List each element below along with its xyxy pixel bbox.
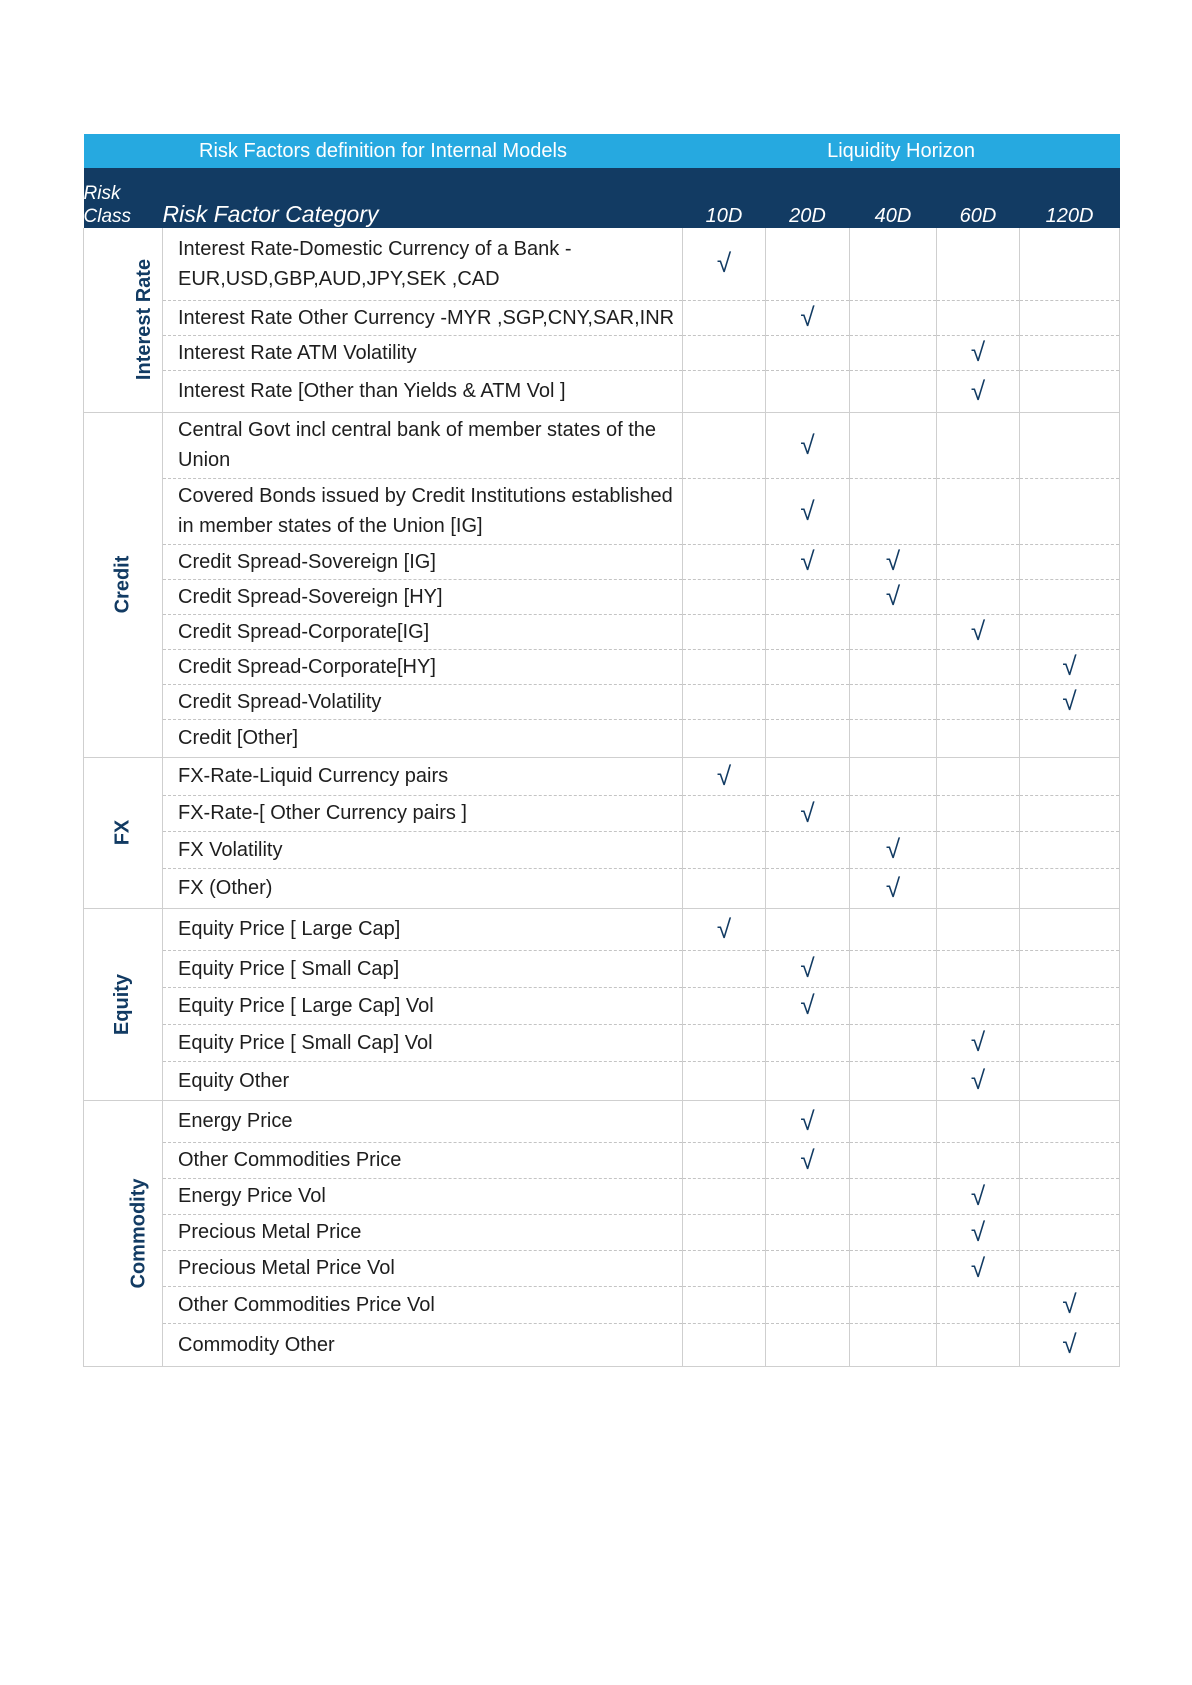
horizon-cell-10d xyxy=(683,1100,766,1142)
horizon-cell-10d xyxy=(683,1286,766,1323)
horizon-cell-60d xyxy=(937,1100,1020,1142)
horizon-cell-120d xyxy=(1020,614,1120,649)
horizon-cell-120d xyxy=(1020,908,1120,950)
risk-factor-label: Credit Spread-Corporate[IG] xyxy=(163,614,683,649)
horizon-cell-60d xyxy=(937,412,1020,478)
horizon-cell-60d xyxy=(937,1286,1020,1323)
horizon-cell-20d xyxy=(766,370,850,412)
table-row xyxy=(84,1286,1120,1323)
check-mark-icon: √ xyxy=(1062,651,1077,681)
horizon-cell-20d xyxy=(766,831,850,868)
risk-factor-label: Equity Price [ Large Cap] Vol xyxy=(163,987,683,1024)
horizon-cell-60d xyxy=(937,1214,1020,1250)
horizon-cell-40d xyxy=(850,1061,937,1100)
horizon-cell-20d xyxy=(766,579,850,614)
risk-class-cell xyxy=(84,1100,163,1366)
horizon-cell-60d xyxy=(937,335,1020,370)
risk-factor-label: Credit [Other] xyxy=(163,719,683,757)
horizon-cell-60d xyxy=(937,987,1020,1024)
table-row xyxy=(84,1061,1120,1100)
horizon-cell-10d xyxy=(683,300,766,335)
horizon-cell-40d xyxy=(850,950,937,987)
risk-factor-label: FX-Rate-[ Other Currency pairs ] xyxy=(163,795,683,831)
table-row xyxy=(84,719,1120,757)
horizon-cell-40d xyxy=(850,335,937,370)
horizon-cell-20d xyxy=(766,719,850,757)
horizon-cell-40d xyxy=(850,1250,937,1286)
horizon-cell-40d xyxy=(850,1142,937,1178)
horizon-cell-20d xyxy=(766,649,850,684)
horizon-cell-10d xyxy=(683,795,766,831)
horizon-cell-40d xyxy=(850,868,937,908)
check-mark-icon: √ xyxy=(1062,1289,1077,1319)
horizon-cell-120d xyxy=(1020,478,1120,544)
horizon-cell-120d xyxy=(1020,1214,1120,1250)
horizon-cell-60d xyxy=(937,719,1020,757)
horizon-cell-10d xyxy=(683,649,766,684)
horizon-cell-10d xyxy=(683,757,766,795)
horizon-cell-10d xyxy=(683,950,766,987)
table-row xyxy=(84,1100,1120,1142)
risk-factor-label: Equity Price [ Large Cap] xyxy=(163,908,683,950)
horizon-cell-120d xyxy=(1020,1286,1120,1323)
horizon-cell-60d xyxy=(937,649,1020,684)
table-row xyxy=(84,1142,1120,1178)
horizon-cell-60d xyxy=(937,300,1020,335)
risk-factor-label: FX Volatility xyxy=(163,831,683,868)
horizon-cell-20d xyxy=(766,684,850,719)
horizon-cell-60d xyxy=(937,1024,1020,1061)
table-row xyxy=(84,1178,1120,1214)
horizon-cell-60d xyxy=(937,1250,1020,1286)
risk-factor-label: Energy Price Vol xyxy=(163,1178,683,1214)
risk-factor-label: Commodity Other xyxy=(163,1323,683,1366)
risk-factor-label: Equity Other xyxy=(163,1061,683,1100)
risk-class-label: FX xyxy=(111,819,134,846)
check-mark-icon: √ xyxy=(970,1180,986,1211)
horizon-cell-120d xyxy=(1020,1250,1120,1286)
table-row xyxy=(84,300,1120,335)
table-row xyxy=(84,868,1120,908)
horizon-cell-20d xyxy=(766,1286,850,1323)
horizon-cell-20d xyxy=(766,1100,850,1142)
horizon-cell-40d xyxy=(850,908,937,950)
horizon-cell-20d xyxy=(766,1178,850,1214)
table-row xyxy=(84,478,1120,544)
check-mark-icon: √ xyxy=(885,581,901,611)
column-header-60d: 60D xyxy=(937,168,1020,228)
table-row xyxy=(84,831,1120,868)
check-mark-icon: √ xyxy=(800,953,815,983)
horizon-cell-60d xyxy=(937,228,1020,300)
column-header-40d: 40D xyxy=(850,168,937,228)
horizon-cell-40d xyxy=(850,684,937,719)
risk-class-label: Credit xyxy=(111,555,134,614)
header-row-top xyxy=(84,134,1120,168)
horizon-cell-60d xyxy=(937,757,1020,795)
horizon-cell-20d xyxy=(766,1214,850,1250)
horizon-cell-20d xyxy=(766,987,850,1024)
risk-factor-label: Precious Metal Price xyxy=(163,1214,683,1250)
horizon-cell-60d xyxy=(937,370,1020,412)
risk-factor-label: Central Govt incl central bank of member states of the Union xyxy=(163,412,683,478)
horizon-cell-40d xyxy=(850,228,937,300)
horizon-cell-10d xyxy=(683,614,766,649)
risk-factor-label: Interest Rate Other Currency -MYR ,SGP,CNY,SAR,INR xyxy=(163,300,683,335)
horizon-cell-60d xyxy=(937,795,1020,831)
check-mark-icon: √ xyxy=(716,248,732,279)
check-mark-icon: √ xyxy=(885,546,901,576)
horizon-cell-10d xyxy=(683,1061,766,1100)
check-mark-icon: √ xyxy=(800,1105,815,1136)
horizon-cell-120d xyxy=(1020,950,1120,987)
horizon-cell-40d xyxy=(850,831,937,868)
horizon-cell-20d xyxy=(766,1323,850,1366)
table-row xyxy=(84,614,1120,649)
horizon-cell-60d xyxy=(937,1323,1020,1366)
check-mark-icon: √ xyxy=(800,302,815,332)
risk-class-label: Equity xyxy=(111,973,134,1035)
horizon-cell-40d xyxy=(850,795,937,831)
table-row xyxy=(84,1024,1120,1061)
horizon-cell-120d xyxy=(1020,649,1120,684)
check-mark-icon: √ xyxy=(970,1216,986,1247)
risk-class-cell xyxy=(84,757,163,908)
table-row xyxy=(84,908,1120,950)
check-mark-icon: √ xyxy=(716,760,732,791)
check-mark-icon: √ xyxy=(1062,1329,1077,1359)
risk-class-label: Interest Rate xyxy=(133,259,156,381)
column-header-120d: 120D xyxy=(1020,168,1120,228)
table-row xyxy=(84,1250,1120,1286)
horizon-cell-60d xyxy=(937,614,1020,649)
horizon-cell-10d xyxy=(683,719,766,757)
horizon-cell-60d xyxy=(937,1061,1020,1100)
check-mark-icon: √ xyxy=(1062,686,1077,716)
risk-factor-label: FX-Rate-Liquid Currency pairs xyxy=(163,757,683,795)
horizon-cell-40d xyxy=(850,370,937,412)
horizon-cell-120d xyxy=(1020,831,1120,868)
risk-factor-label: Precious Metal Price Vol xyxy=(163,1250,683,1286)
column-header-10d: 10D xyxy=(683,168,766,228)
horizon-cell-20d xyxy=(766,544,850,579)
horizon-cell-60d xyxy=(937,478,1020,544)
horizon-cell-40d xyxy=(850,649,937,684)
check-mark-icon: √ xyxy=(800,797,815,828)
horizon-cell-60d xyxy=(937,908,1020,950)
risk-class-header-line1: Risk xyxy=(83,183,121,204)
horizon-cell-40d xyxy=(850,412,937,478)
table-row xyxy=(84,987,1120,1024)
horizon-cell-20d xyxy=(766,478,850,544)
horizon-cell-60d xyxy=(937,684,1020,719)
check-mark-icon: √ xyxy=(800,495,815,526)
risk-factor-label: Other Commodities Price Vol xyxy=(163,1286,683,1323)
horizon-cell-20d xyxy=(766,412,850,478)
risk-factor-label: Credit Spread-Volatility xyxy=(163,684,683,719)
table-row xyxy=(84,649,1120,684)
table-row xyxy=(84,544,1120,579)
horizon-cell-120d xyxy=(1020,1142,1120,1178)
table-row xyxy=(84,412,1120,478)
table-row xyxy=(84,370,1120,412)
horizon-cell-20d xyxy=(766,614,850,649)
risk-factor-label: Interest Rate-Domestic Currency of a Bank - EUR,USD,GBP,AUD,JPY,SEK ,CAD xyxy=(163,228,683,300)
horizon-cell-40d xyxy=(850,719,937,757)
horizon-cell-40d xyxy=(850,1100,937,1142)
horizon-cell-10d xyxy=(683,868,766,908)
horizon-cell-60d xyxy=(937,1142,1020,1178)
table-row xyxy=(84,684,1120,719)
horizon-cell-10d xyxy=(683,370,766,412)
horizon-cell-60d xyxy=(937,579,1020,614)
horizon-cell-120d xyxy=(1020,1100,1120,1142)
horizon-cell-10d xyxy=(683,684,766,719)
horizon-cell-60d xyxy=(937,544,1020,579)
risk-factor-label: Equity Price [ Small Cap] Vol xyxy=(163,1024,683,1061)
table-title: Risk Factors definition for Internal Models xyxy=(84,134,683,168)
horizon-cell-10d xyxy=(683,1142,766,1178)
risk-factor-label: Credit Spread-Sovereign [HY] xyxy=(163,579,683,614)
horizon-cell-10d xyxy=(683,544,766,579)
table-row xyxy=(84,795,1120,831)
horizon-cell-10d xyxy=(683,1250,766,1286)
horizon-cell-10d xyxy=(683,1214,766,1250)
horizon-cell-10d xyxy=(683,1323,766,1366)
check-mark-icon: √ xyxy=(800,990,815,1020)
check-mark-icon: √ xyxy=(885,834,901,864)
horizon-cell-40d xyxy=(850,614,937,649)
check-mark-icon: √ xyxy=(970,1252,986,1283)
horizon-cell-120d xyxy=(1020,987,1120,1024)
horizon-cell-120d xyxy=(1020,544,1120,579)
horizon-cell-120d xyxy=(1020,370,1120,412)
horizon-cell-120d xyxy=(1020,579,1120,614)
horizon-cell-20d xyxy=(766,1250,850,1286)
risk-class-cell xyxy=(84,412,163,757)
horizon-cell-10d xyxy=(683,579,766,614)
horizon-cell-10d xyxy=(683,831,766,868)
table-row xyxy=(84,1214,1120,1250)
risk-factor-label: Interest Rate ATM Volatility xyxy=(163,335,683,370)
table-row xyxy=(84,579,1120,614)
risk-factor-label: Equity Price [ Small Cap] xyxy=(163,950,683,987)
horizon-cell-10d xyxy=(683,412,766,478)
check-mark-icon: √ xyxy=(716,913,732,944)
horizon-cell-40d xyxy=(850,1024,937,1061)
check-mark-icon: √ xyxy=(970,1065,986,1095)
check-mark-icon: √ xyxy=(970,616,986,646)
horizon-cell-120d xyxy=(1020,300,1120,335)
table-row xyxy=(84,1323,1120,1366)
horizon-cell-10d xyxy=(683,1178,766,1214)
risk-factor-label: Credit Spread-Sovereign [IG] xyxy=(163,544,683,579)
risk-factor-label: FX (Other) xyxy=(163,868,683,908)
horizon-cell-120d xyxy=(1020,1323,1120,1366)
horizon-cell-40d xyxy=(850,1286,937,1323)
horizon-cell-20d xyxy=(766,950,850,987)
risk-factor-label: Interest Rate [Other than Yields & ATM Vol ] xyxy=(163,370,683,412)
risk-class-header-line2: Class xyxy=(83,206,132,227)
horizon-cell-40d xyxy=(850,987,937,1024)
check-mark-icon: √ xyxy=(970,1027,986,1057)
horizon-cell-60d xyxy=(937,868,1020,908)
horizon-cell-120d xyxy=(1020,684,1120,719)
check-mark-icon: √ xyxy=(800,1144,815,1175)
risk-factor-category-header: Risk Factor Category xyxy=(163,168,683,228)
horizon-cell-20d xyxy=(766,228,850,300)
horizon-cell-120d xyxy=(1020,1178,1120,1214)
check-mark-icon: √ xyxy=(800,546,815,576)
risk-class-header xyxy=(84,168,163,228)
horizon-cell-120d xyxy=(1020,719,1120,757)
horizon-cell-60d xyxy=(937,950,1020,987)
check-mark-icon: √ xyxy=(800,429,815,460)
check-mark-icon: √ xyxy=(885,872,901,903)
horizon-cell-120d xyxy=(1020,335,1120,370)
horizon-cell-20d xyxy=(766,335,850,370)
horizon-cell-20d xyxy=(766,1061,850,1100)
horizon-cell-10d xyxy=(683,228,766,300)
horizon-cell-20d xyxy=(766,757,850,795)
horizon-cell-20d xyxy=(766,1024,850,1061)
risk-factor-table xyxy=(83,134,1120,1367)
risk-factor-label: Credit Spread-Corporate[HY] xyxy=(163,649,683,684)
horizon-cell-10d xyxy=(683,1024,766,1061)
horizon-cell-40d xyxy=(850,544,937,579)
horizon-cell-120d xyxy=(1020,228,1120,300)
horizon-cell-40d xyxy=(850,1178,937,1214)
horizon-cell-20d xyxy=(766,1142,850,1178)
horizon-cell-20d xyxy=(766,868,850,908)
horizon-cell-60d xyxy=(937,1178,1020,1214)
horizon-cell-40d xyxy=(850,579,937,614)
table-row xyxy=(84,335,1120,370)
risk-factor-label: Covered Bonds issued by Credit Institutions established in member states of the Union [IG] xyxy=(163,478,683,544)
risk-factor-label: Energy Price xyxy=(163,1100,683,1142)
horizon-cell-40d xyxy=(850,300,937,335)
liquidity-horizon-header: Liquidity Horizon xyxy=(683,134,1120,168)
horizon-cell-40d xyxy=(850,1214,937,1250)
table-row xyxy=(84,228,1120,300)
horizon-cell-120d xyxy=(1020,795,1120,831)
horizon-cell-20d xyxy=(766,908,850,950)
column-header-20d: 20D xyxy=(766,168,850,228)
header-row-columns xyxy=(84,168,1120,228)
risk-factor-label: Other Commodities Price xyxy=(163,1142,683,1178)
horizon-cell-60d xyxy=(937,831,1020,868)
horizon-cell-120d xyxy=(1020,1061,1120,1100)
horizon-cell-40d xyxy=(850,757,937,795)
horizon-cell-120d xyxy=(1020,757,1120,795)
check-mark-icon: √ xyxy=(970,337,986,367)
horizon-cell-10d xyxy=(683,335,766,370)
horizon-cell-20d xyxy=(766,300,850,335)
horizon-cell-20d xyxy=(766,795,850,831)
risk-class-cell xyxy=(84,228,163,412)
horizon-cell-10d xyxy=(683,478,766,544)
table-row xyxy=(84,757,1120,795)
horizon-cell-120d xyxy=(1020,412,1120,478)
table-row xyxy=(84,950,1120,987)
horizon-cell-120d xyxy=(1020,868,1120,908)
horizon-cell-120d xyxy=(1020,1024,1120,1061)
table-body xyxy=(84,228,1120,1366)
horizon-cell-10d xyxy=(683,908,766,950)
horizon-cell-10d xyxy=(683,987,766,1024)
check-mark-icon: √ xyxy=(970,375,986,406)
risk-class-cell xyxy=(84,908,163,1100)
risk-class-label: Commodity xyxy=(127,1178,150,1288)
horizon-cell-40d xyxy=(850,478,937,544)
horizon-cell-40d xyxy=(850,1323,937,1366)
